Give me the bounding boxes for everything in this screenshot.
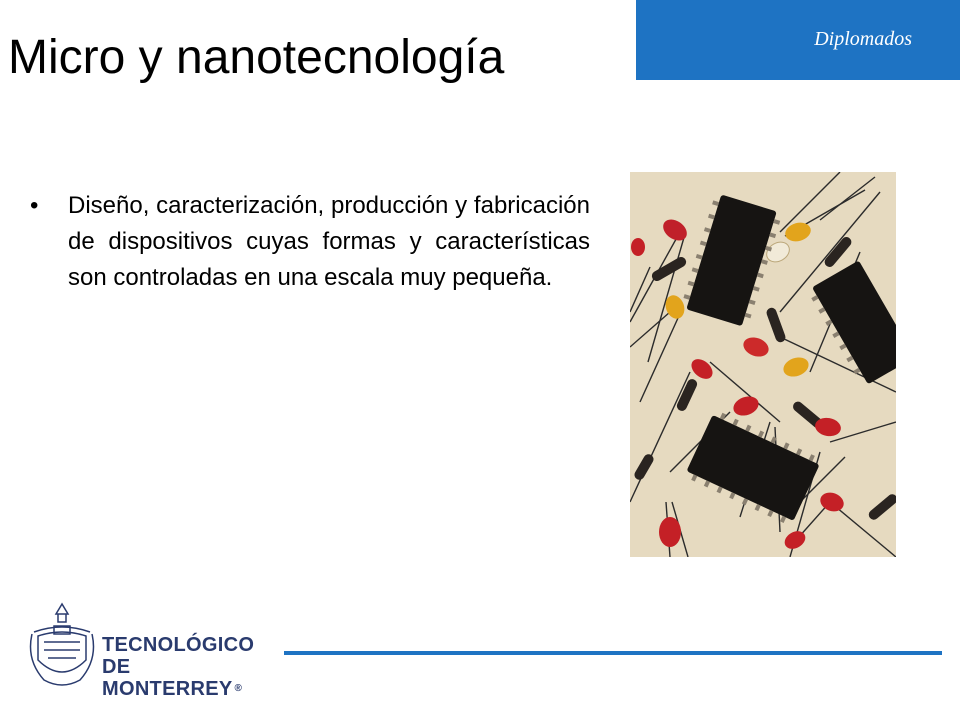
registered-mark: ® xyxy=(234,683,243,694)
footer-divider xyxy=(284,651,942,655)
logo-line-2-text: DE MONTERREY xyxy=(102,656,233,700)
bullet-list xyxy=(30,188,590,296)
brand-tag: Diplomados xyxy=(814,28,912,50)
slide-title: Micro y nanotecnología xyxy=(8,31,505,84)
institution-logo xyxy=(24,600,264,700)
bullet-text: Diseño, caracterización, producción y fabricación de dispositivos cuyas formas y características son controladas en una escala muy pequeña. xyxy=(68,192,590,291)
logo-wordmark xyxy=(102,634,264,700)
bullet-item xyxy=(30,188,590,296)
bullet-icon: • xyxy=(30,192,39,219)
logo-line-1: TECNOLÓGICO xyxy=(102,634,255,656)
logo-line-2 xyxy=(102,656,264,700)
electronics-illustration xyxy=(630,172,896,557)
seal-icon xyxy=(24,600,100,692)
electronics-photo xyxy=(630,172,896,557)
